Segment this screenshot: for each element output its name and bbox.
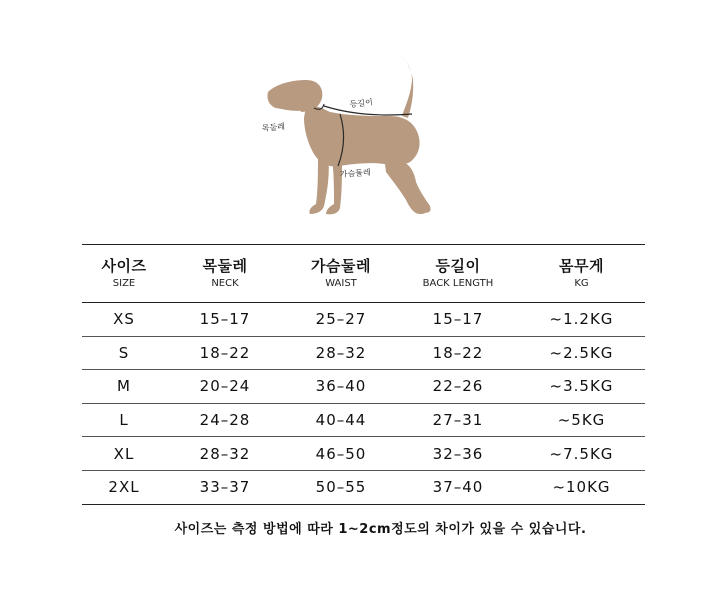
table-row	[82, 470, 645, 504]
cell-waist: 40–44	[315, 411, 367, 430]
cell-back-length: 22–26	[432, 377, 484, 396]
cell-size: L	[119, 411, 129, 430]
cell-neck: 33–37	[199, 478, 251, 497]
cell-back-length: 15–17	[432, 310, 484, 329]
chest-label: 가슴둘레	[339, 167, 371, 179]
header-weight-en: KG	[574, 277, 589, 289]
header-neck-ko: 목둘레	[202, 256, 248, 275]
header-weight-ko: 몸무게	[559, 256, 604, 275]
header-waist-ko: 가슴둘레	[311, 256, 371, 275]
table-row	[82, 303, 645, 337]
neck-label: 목둘레	[261, 122, 286, 133]
table-row	[82, 370, 645, 404]
cell-size: XL	[113, 444, 135, 463]
header-size	[82, 245, 166, 303]
cell-weight: ~2.5KG	[549, 343, 614, 362]
dog-silhouette	[267, 58, 430, 214]
header-neck-en: NECK	[211, 277, 239, 289]
header-size-en: SIZE	[112, 277, 136, 289]
measurement-note: 사이즈는 측정 방법에 따라 1~2cm정도의 차이가 있을 수 있습니다.	[174, 522, 587, 537]
header-weight	[518, 245, 645, 303]
header-back-length-en: BACK LENGTH	[422, 277, 494, 289]
cell-back-length: 18–22	[432, 343, 484, 362]
header-back-length-ko: 등길이	[435, 256, 481, 275]
cell-weight: ~7.5KG	[549, 444, 614, 463]
header-waist-en: WAIST	[325, 277, 357, 289]
cell-back-length: 27–31	[432, 411, 484, 430]
back-length-label: 등길이	[349, 97, 374, 109]
cell-waist: 28–32	[315, 343, 367, 362]
cell-size: XS	[113, 310, 135, 329]
cell-waist: 50–55	[315, 478, 367, 497]
cell-back-length: 32–36	[432, 444, 484, 463]
cell-neck: 20–24	[199, 377, 251, 396]
table-header-row	[82, 245, 645, 303]
cell-size: 2XL	[108, 478, 140, 497]
table-row	[82, 336, 645, 370]
header-neck	[166, 245, 284, 303]
cell-neck: 18–22	[199, 343, 251, 362]
dog-measurement-illustration	[0, 0, 716, 240]
cell-waist: 25–27	[315, 310, 367, 329]
cell-size: M	[117, 377, 131, 396]
size-chart-table	[82, 244, 645, 505]
header-size-ko: 사이즈	[101, 256, 147, 275]
header-waist	[284, 245, 398, 303]
cell-neck: 28–32	[199, 444, 251, 463]
cell-back-length: 37–40	[432, 478, 484, 497]
cell-weight: ~5KG	[557, 411, 606, 430]
cell-weight: ~1.2KG	[549, 310, 614, 329]
cell-neck: 24–28	[199, 411, 251, 430]
cell-size: S	[118, 343, 130, 362]
cell-waist: 46–50	[315, 444, 367, 463]
cell-weight: ~10KG	[552, 478, 611, 497]
cell-waist: 36–40	[315, 377, 367, 396]
cell-weight: ~3.5KG	[549, 377, 614, 396]
header-back-length	[398, 245, 518, 303]
table-row	[82, 437, 645, 471]
table-row	[82, 403, 645, 437]
cell-neck: 15–17	[199, 310, 251, 329]
